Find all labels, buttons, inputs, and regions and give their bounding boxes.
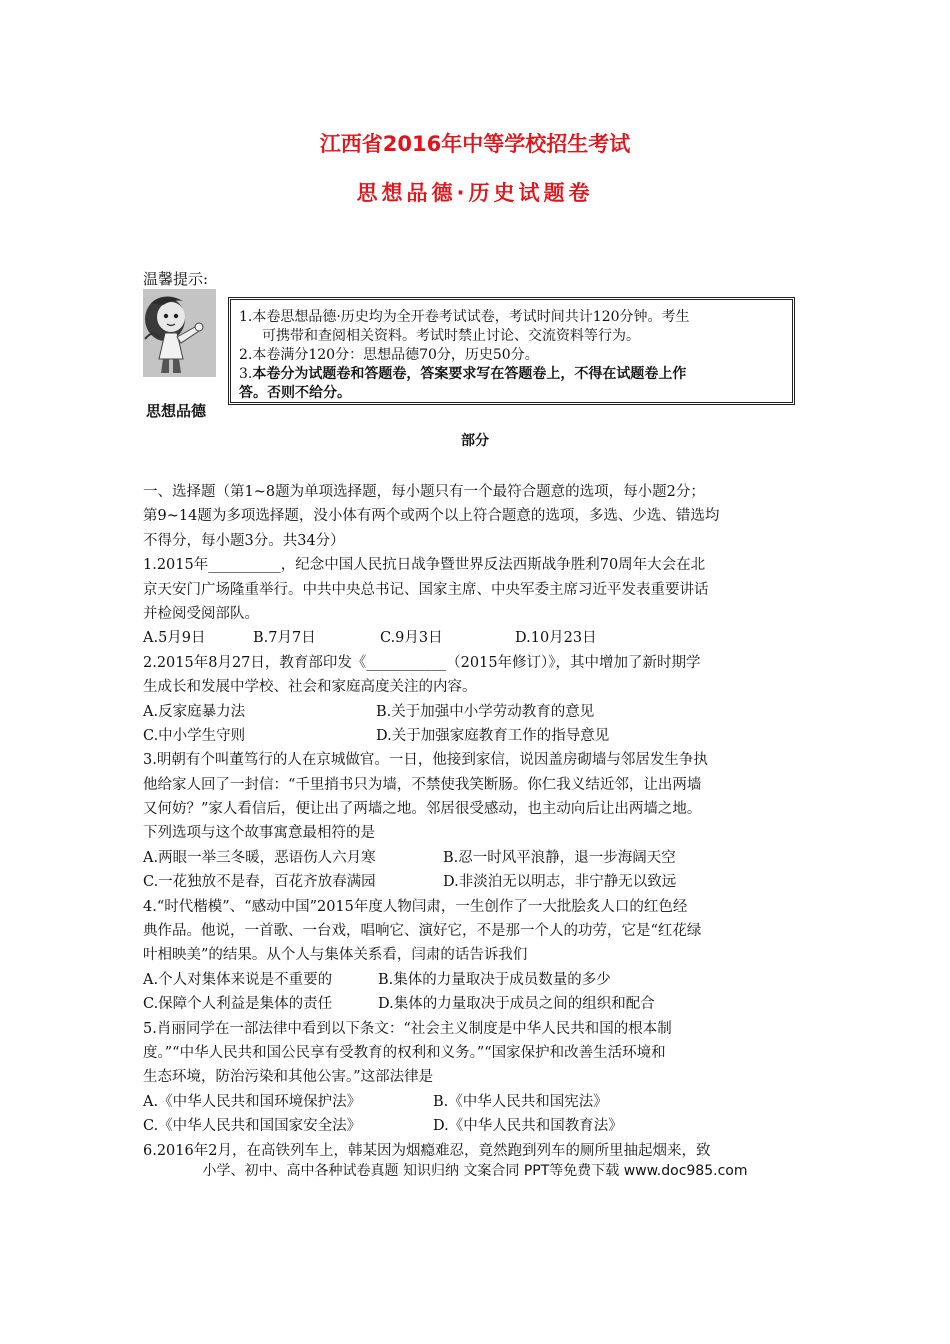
- notice-item-3-bold-1: 本卷分为试题卷和答题卷，答案要求写在答题卷上，不得在试题卷上作: [252, 366, 687, 382]
- question-content: [143, 480, 813, 1163]
- notice-item-3-bold-2: 答。否则不给分。: [239, 385, 351, 401]
- q1-option-b: B.7月7日: [253, 630, 316, 647]
- girl-illustration-icon: [143, 289, 216, 377]
- section-intro-line: 第9~14题为多项选择题，没小体有两个或两个以上符合题意的选项，多选、少选、错选均: [143, 508, 720, 525]
- q4-options-row-2: [143, 992, 813, 1016]
- notice-item-2: 2.本卷满分120分：思想品德70分，历史50分。: [239, 347, 539, 363]
- q2-options-row-1: [143, 700, 813, 724]
- q3-options-row-2: [143, 870, 813, 894]
- cartoon-girl-image: [143, 289, 216, 377]
- q5-text-line: 5.肖丽同学在一部法律中看到以下条文：“社会主义制度是中华人民共和国的根本制: [143, 1020, 672, 1037]
- q3-options-row-1: [143, 846, 813, 870]
- q2-option-b: B.关于加强中小学劳动教育的意见: [376, 703, 595, 720]
- q5-option-c: C.《中华人民共和国国家安全法》: [143, 1118, 362, 1135]
- q3-option-c: C.一花独放不是春，百花齐放春满园: [143, 874, 376, 891]
- tip-label: 温馨提示:: [143, 270, 209, 288]
- q5-text-line: 度。”“中华人民共和国公民享有受教育的权利和义务。”“国家保护和改善生活环境和: [143, 1044, 666, 1061]
- subject-label: 思想品德: [146, 402, 207, 420]
- q6-text-line: 6.2016年2月，在高铁列车上，韩某因为烟瘾难忍，竟然跑到列车的厕所里抽起烟来，致: [143, 1142, 711, 1159]
- q3-text-line: 下列选项与这个故事寓意最相符的是: [143, 825, 375, 842]
- q1-option-a: A.5月9日: [143, 630, 206, 647]
- q1-options: [143, 626, 813, 650]
- q4-option-b: B.集体的力量取决于成员数量的多少: [378, 971, 611, 988]
- q5-options-row-1: [143, 1090, 813, 1114]
- q4-option-c: C.保障个人利益是集体的责任: [143, 996, 333, 1013]
- q4-option-d: D.集体的力量取决于成员之间的组织和配合: [378, 996, 655, 1013]
- section-intro-line: 一、选择题（第1~8题为单项选择题，每小题只有一个最符合题意的选项，每小题2分；: [143, 484, 705, 500]
- footer-banner: 小学、初中、高中各种试卷真题 知识归纳 文案合同 PPT等免费下载 www.doc985.com: [202, 1163, 748, 1179]
- q3-text-line: 3.明朝有个叫董笃行的人在京城做官。一日，他接到家信，说因盖房砌墙与邻居发生争执: [143, 752, 708, 769]
- notice-item-1-line-2: 可携带和查阅相关资料。考试时禁止讨论、交流资料等行为。: [262, 328, 640, 344]
- q4-text-line: 叶相映美”的结果。从个人与集体关系看，闫肃的话告诉我们: [143, 947, 528, 964]
- q2-option-c: C.中小学生守则: [143, 727, 246, 744]
- q4-options-row-1: [143, 968, 813, 992]
- q5-option-b: B.《中华人民共和国宪法》: [433, 1093, 608, 1110]
- q5-options-row-2: [143, 1114, 813, 1138]
- q2-option-a: A.反家庭暴力法: [143, 703, 246, 720]
- part-label: 部分: [461, 433, 489, 449]
- notice-box: [228, 297, 795, 405]
- q2-options-row-2: [143, 724, 813, 748]
- section-intro-line: 不得分，每小题3分。共34分）: [143, 532, 345, 549]
- q5-option-a: A.《中华人民共和国环境保护法》: [143, 1093, 362, 1110]
- q5-option-d: D.《中华人民共和国教育法》: [433, 1118, 623, 1135]
- q4-text-line: 典作品。他说，一首歌、一台戏，唱响它、演好它，不是那一个人的功劳，它是“红花绿: [143, 923, 702, 940]
- q3-option-d: D.非淡泊无以明志，非宁静无以致远: [443, 874, 677, 891]
- q4-option-a: A.个人对集体来说是不重要的: [143, 971, 333, 988]
- q3-text-line: 他给家人回了一封信：“千里捎书只为墙，不禁使我笑断肠。你仁我义结近邻，让出两墙: [143, 776, 702, 793]
- q1-option-d: D.10月23日: [515, 630, 597, 647]
- q3-option-b: B.忍一时风平浪静，退一步海阔天空: [443, 849, 676, 866]
- exam-title: 江西省2016年中等学校招生考试: [319, 132, 631, 156]
- q1-text-line: 京天安门广场隆重举行。中共中央总书记、国家主席、中央军委主席习近平发表重要讲话: [143, 581, 709, 598]
- q1-text-line: 并检阅受阅部队。: [143, 605, 259, 622]
- q5-text-line: 生态环境，防治污染和其他公害。”这部法律是: [143, 1069, 434, 1086]
- notice-item-3-line-1: [239, 365, 786, 384]
- q3-text-line: 又何妨？”家人看信后，便让出了两墙之地。邻居很受感动，也主动向后让出两墙之地。: [143, 801, 702, 818]
- exam-subtitle: 思想品德·历史试题卷: [356, 181, 594, 205]
- notice-item-1-line-1: 1.本卷思想品德·历史均为全开卷考试试卷，考试时间共计120分钟。考生: [239, 309, 690, 325]
- q1-option-c: C.9月3日: [380, 630, 443, 647]
- q2-option-d: D.关于加强家庭教育工作的指导意见: [376, 727, 610, 744]
- q2-text-line: 2.2015年8月27日，教育部印发《___________（2015年修订）》，其中增加了新时期学: [143, 654, 701, 671]
- q1-text-line: 1.2015年__________，纪念中国人民抗日战争暨世界反法西斯战争胜利70周年大会在北: [143, 557, 706, 574]
- q4-text-line: 4.“时代楷模”、“感动中国”2015年度人物闫肃，一生创作了一大批脍炙人口的红色经: [143, 898, 688, 915]
- q3-option-a: A.两眼一举三冬暖，恶语伤人六月寒: [143, 849, 376, 866]
- q2-text-line: 生成长和发展中学校、社会和家庭高度关注的内容。: [143, 679, 477, 696]
- notice-item-3-prefix: 3.: [239, 366, 253, 382]
